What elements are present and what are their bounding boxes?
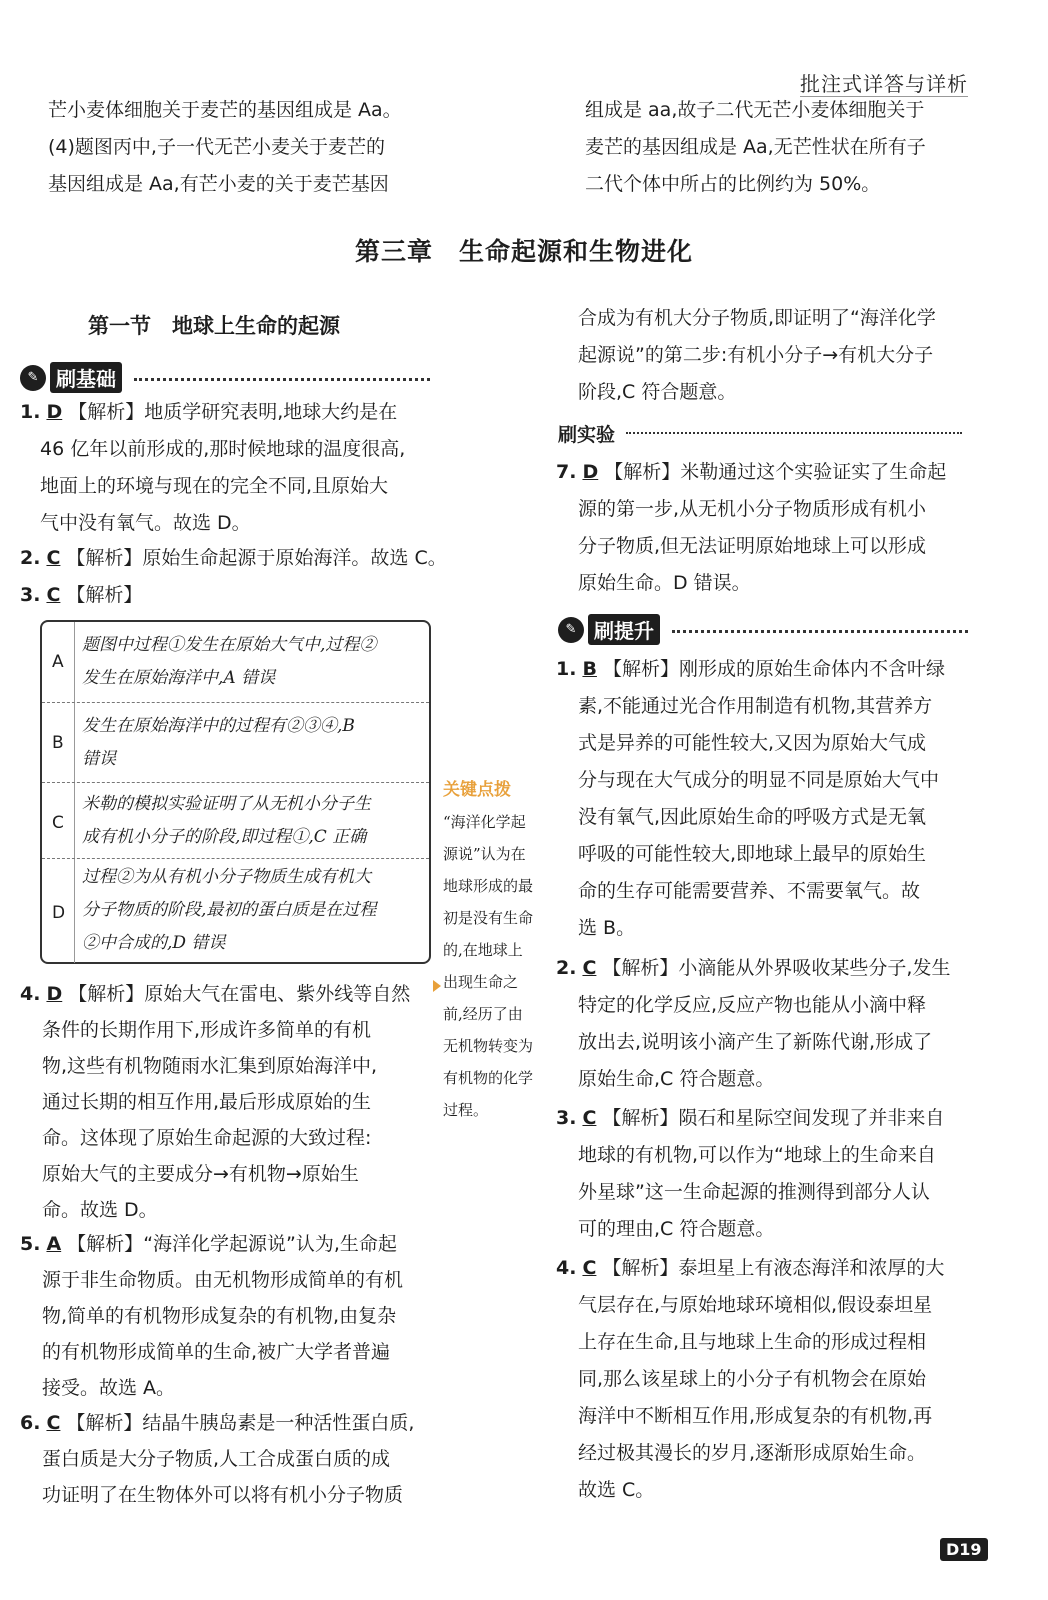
advanced-q2-line-4: 原始生命,C 符合题意。 [578, 1068, 775, 1090]
key-point-line: 初是没有生命 [443, 909, 534, 927]
badge-advanced-label: 刷提升 [588, 614, 660, 645]
option-text: 题图中过程①发生在原始大气中,过程② [82, 635, 377, 655]
section-title: 第一节 地球上生命的起源 [88, 314, 340, 338]
key-point-line: 源说”认为在 [443, 845, 526, 863]
top-left-line-3: 基因组成是 Aa,有芒小麦的关于麦芒基因 [48, 173, 389, 195]
answer-letter: D [46, 983, 63, 1005]
analysis-label: 【解析】 [602, 1107, 679, 1129]
top-left-line-1: 芒小麦体细胞关于麦芒的基因组成是 Aa。 [48, 99, 402, 121]
answer-letter: C [582, 1107, 597, 1129]
experiment-q7-line-2: 源的第一步,从无机小分子物质形成有机小 [578, 498, 927, 520]
analysis-text: 陨石和星际空间发现了并非来自 [678, 1107, 945, 1129]
table-row [42, 702, 429, 783]
option-text: 发生在原始海洋中的过程有②③④,B [82, 716, 355, 736]
key-point-line: “海洋化学起 [443, 813, 526, 831]
right-top-line-1: 合成为有机大分子物质,即证明了“海洋化学 [578, 307, 936, 329]
option-key: D [52, 903, 66, 923]
key-point-line: 地球形成的最 [443, 877, 534, 895]
advanced-q3-line-1 [556, 1100, 944, 1137]
advanced-q4-line-5: 海洋中不断相互作用,形成复杂的有机物,再 [578, 1405, 933, 1427]
advanced-q1-line-8: 选 B。 [578, 917, 636, 939]
basic-q5-line-5: 接受。故选 A。 [42, 1377, 176, 1399]
basic-q4-line-7: 命。故选 D。 [42, 1199, 158, 1221]
analysis-label: 【解析】 [602, 658, 679, 680]
advanced-q2-line-1 [556, 950, 950, 987]
top-left-line-2: (4)题图丙中,子一代无芒小麦关于麦芒的 [48, 136, 385, 158]
advanced-q1-line-1 [556, 651, 945, 688]
column-divider [74, 703, 75, 783]
basic-q5-line-2: 源于非生命物质。由无机物形成简单的有机 [42, 1269, 404, 1291]
analysis-text: 地质学研究表明,地球大约是在 [144, 401, 398, 423]
question-number: 2. [20, 547, 41, 569]
analysis-text: 小滴能从外界吸收某些分子,发生 [678, 957, 951, 979]
question-number: 4. [556, 1257, 577, 1279]
analysis-text: 刚形成的原始生命体内不含叶绿 [678, 658, 945, 680]
advanced-q1-line-5: 没有氧气,因此原始生命的呼吸方式是无氧 [578, 806, 927, 828]
advanced-q1-line-6: 呼吸的可能性较大,即地球上最早的原始生 [578, 843, 927, 865]
advanced-q2-line-3: 放出去,说明该小滴产生了新陈代谢,形成了 [578, 1031, 933, 1053]
advanced-q1-line-2: 素,不能通过光合作用制造有机物,其营养方 [578, 695, 933, 717]
chapter-title: 第三章 生命起源和生物进化 [354, 237, 693, 266]
key-point-line: 的,在地球上 [443, 941, 523, 959]
question-number: 3. [20, 584, 41, 606]
answer-letter: C [46, 1412, 61, 1434]
analysis-text: 米勒通过这个实验证实了生命起 [680, 461, 947, 483]
badge-basic-label: 刷基础 [50, 362, 122, 393]
right-top-line-3: 阶段,C 符合题意。 [578, 381, 737, 403]
advanced-q1-line-4: 分与现在大气成分的明显不同是原始大气中 [578, 769, 940, 791]
basic-q6-line-2: 蛋白质是大分子物质,人工合成蛋白质的成 [42, 1448, 391, 1470]
advanced-q4-line-1 [556, 1250, 944, 1287]
answer-letter: C [582, 1257, 597, 1279]
key-point-line: 出现生命之 [443, 973, 519, 991]
option-key: A [52, 652, 64, 672]
question-number: 7. [556, 461, 577, 483]
advanced-q1-line-3: 式是异养的可能性较大,又因为原始大气成 [578, 732, 927, 754]
experiment-heading: 刷实验 [558, 424, 616, 446]
option-text: 成有机小分子的阶段,即过程①,C 正确 [82, 827, 367, 847]
answer-letter: D [46, 401, 63, 423]
table-row [42, 782, 429, 859]
badge-basic [20, 362, 122, 393]
answer-letter: C [46, 584, 61, 606]
analysis-label: 【解析】 [602, 957, 679, 979]
advanced-q4-line-3: 上存在生命,且与地球上生命的形成过程相 [578, 1331, 927, 1353]
advanced-q3-line-4: 可的理由,C 符合题意。 [578, 1218, 775, 1240]
answer-letter: B [582, 658, 597, 680]
option-text: 错误 [82, 749, 116, 769]
dotted-rule [134, 378, 430, 381]
advanced-q4-line-6: 经过极其漫长的岁月,逐渐形成原始生命。 [578, 1442, 927, 1464]
basic-q2-line-1 [20, 540, 447, 577]
basic-q1-line-4: 气中没有氧气。故选 D。 [40, 512, 251, 534]
column-divider [74, 859, 75, 963]
question-number: 4. [20, 983, 41, 1005]
page-number: D19 [940, 1538, 988, 1561]
answer-letter: A [46, 1233, 62, 1255]
key-point-line: 前,经历了由 [443, 1005, 523, 1023]
badge-advanced [558, 614, 660, 645]
question-number: 1. [20, 401, 41, 423]
advanced-q4-line-4: 同,那么该星球上的小分子有机物会在原始 [578, 1368, 927, 1390]
advanced-q4-line-7: 故选 C。 [578, 1479, 655, 1501]
experiment-q7-line-4: 原始生命。D 错误。 [578, 572, 751, 594]
dotted-rule [626, 432, 962, 434]
basic-q6-line-1 [20, 1405, 414, 1442]
top-right-line-1: 组成是 aa,故子二代无芒小麦体细胞关于 [585, 99, 925, 121]
dotted-rule [672, 630, 968, 633]
basic-q1-line-3: 地面上的环境与现在的完全不同,且原始大 [40, 475, 389, 497]
analysis-label: 【解析】 [68, 401, 145, 423]
option-text: 米勒的模拟实验证明了从无机小分子生 [82, 794, 371, 814]
question-number: 2. [556, 957, 577, 979]
analysis-label: 【解析】 [68, 983, 145, 1005]
option-key: C [52, 813, 64, 833]
column-divider [74, 783, 75, 859]
analysis-text: 结晶牛胰岛素是一种活性蛋白质, [142, 1412, 415, 1434]
option-analysis-table [40, 620, 431, 964]
column-divider [74, 622, 75, 702]
analysis-label: 【解析】 [604, 461, 681, 483]
basic-q1-line-1 [20, 394, 397, 431]
option-key: B [52, 733, 64, 753]
analysis-text: “海洋化学起源说”认为,生命起 [143, 1233, 397, 1255]
pencil-icon: ✎ [20, 365, 46, 391]
question-number: 3. [556, 1107, 577, 1129]
basic-q3-line-1 [20, 577, 142, 614]
question-number: 5. [20, 1233, 41, 1255]
key-point-line: 有机物的化学 [443, 1069, 534, 1087]
basic-q4-line-2: 条件的长期作用下,形成许多简单的有机 [42, 1019, 372, 1041]
answer-letter: D [582, 461, 599, 483]
option-text: 分子物质的阶段,最初的蛋白质是在过程 [82, 900, 377, 920]
option-text: 发生在原始海洋中,A 错误 [82, 668, 276, 688]
basic-q5-line-1 [20, 1226, 397, 1263]
experiment-q7-line-3: 分子物质,但无法证明原始地球上可以形成 [578, 535, 927, 557]
basic-q5-line-4: 的有机物形成简单的生命,被广大学者普遍 [42, 1341, 391, 1363]
pointer-arrow-icon [433, 980, 441, 992]
option-text: 过程②为从有机小分子物质生成有机大 [82, 867, 371, 887]
question-number: 1. [556, 658, 577, 680]
basic-q4-line-5: 命。这体现了原始生命起源的大致过程: [42, 1127, 372, 1149]
answer-letter: C [46, 547, 61, 569]
analysis-label: 【解析】 [602, 1257, 679, 1279]
analysis-text: 原始生命起源于原始海洋。故选 C。 [142, 547, 447, 569]
basic-q1-line-2: 46 亿年以前形成的,那时候地球的温度很高, [40, 438, 406, 460]
analysis-text: 原始大气在雷电、紫外线等自然 [144, 983, 411, 1005]
running-header: 批注式详答与详析 [800, 72, 968, 96]
table-row [42, 858, 429, 963]
analysis-label: 【解析】 [66, 584, 143, 606]
analysis-label: 【解析】 [66, 1412, 143, 1434]
basic-q4-line-6: 原始大气的主要成分→有机物→原始生 [42, 1163, 359, 1185]
analysis-text: 泰坦星上有液态海洋和浓厚的大 [678, 1257, 945, 1279]
basic-q4-line-1 [20, 976, 410, 1013]
key-point-title: 关键点拨 [443, 780, 511, 800]
answer-letter: C [582, 957, 597, 979]
key-point-line: 无机物转变为 [443, 1037, 534, 1055]
advanced-q3-line-2: 地球的有机物,可以作为“地球上的生命来自 [578, 1144, 936, 1166]
analysis-label: 【解析】 [66, 547, 143, 569]
advanced-q3-line-3: 外星球”这一生命起源的推测得到部分人认 [578, 1181, 930, 1203]
table-row [42, 622, 429, 702]
experiment-q7-line-1 [556, 454, 946, 491]
right-top-line-2: 起源说”的第二步:有机小分子→有机大分子 [578, 344, 934, 366]
question-number: 6. [20, 1412, 41, 1434]
pencil-icon: ✎ [558, 617, 584, 643]
basic-q5-line-3: 物,简单的有机物形成复杂的有机物,由复杂 [42, 1305, 397, 1327]
analysis-label: 【解析】 [67, 1233, 144, 1255]
basic-q6-line-3: 功证明了在生物体外可以将有机小分子物质 [42, 1484, 404, 1506]
top-right-line-2: 麦芒的基因组成是 Aa,无芒性状在所有子 [585, 136, 926, 158]
advanced-q2-line-2: 特定的化学反应,反应产物也能从小滴中释 [578, 994, 927, 1016]
top-right-line-3: 二代个体中所占的比例约为 50%。 [585, 173, 881, 195]
advanced-q4-line-2: 气层存在,与原始地球环境相似,假设泰坦星 [578, 1294, 933, 1316]
basic-q4-line-3: 物,这些有机物随雨水汇集到原始海洋中, [42, 1055, 378, 1077]
basic-q4-line-4: 通过长期的相互作用,最后形成原始的生 [42, 1091, 372, 1113]
option-text: ②中合成的,D 错误 [82, 933, 226, 953]
key-point-line: 过程。 [443, 1101, 489, 1119]
advanced-q1-line-7: 命的生存可能需要营养、不需要氧气。故 [578, 880, 921, 902]
